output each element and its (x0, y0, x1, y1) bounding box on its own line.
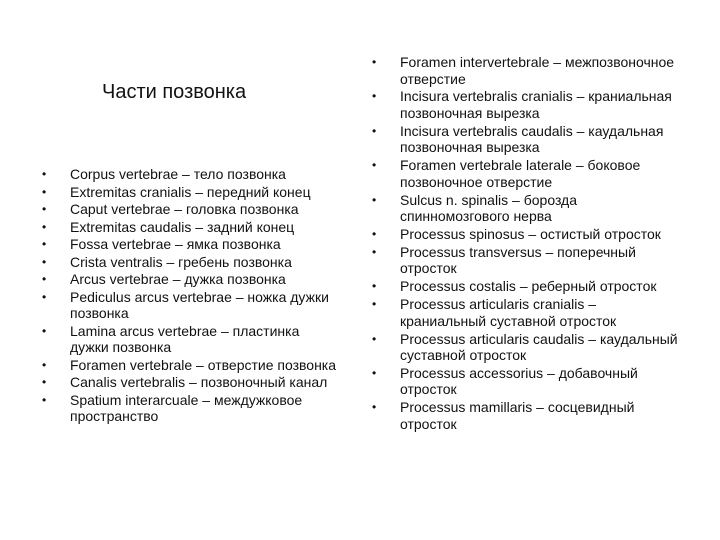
list-item (370, 226, 680, 243)
list-item (370, 365, 680, 398)
list-item (370, 157, 680, 190)
list-item-text: Sulcus n. spinalis – борозда спинномозгового нерва (400, 191, 578, 225)
list-item-text: Canalis vertebralis – позвоночный канал (70, 374, 328, 390)
list-item (40, 289, 340, 322)
list-item (40, 323, 340, 356)
bullet-icon: • (372, 279, 377, 294)
bullet-icon: • (42, 219, 47, 234)
list-item (370, 296, 680, 329)
bullet-icon: • (372, 297, 377, 312)
list-item (370, 331, 680, 364)
list-item (370, 123, 680, 156)
list-item-text: Caput vertebrae – головка позвонка (70, 201, 299, 217)
list-item-text: Foramen vertebrale laterale – боковое позвоночное отверстие (400, 157, 641, 190)
list-item-text: Incisura vertebralis cranialis – краниальная позвоночная вырезка (400, 88, 672, 121)
bullet-icon: • (372, 226, 377, 241)
bullet-icon: • (42, 272, 47, 286)
bullet-icon: • (372, 331, 377, 346)
list-item (40, 184, 340, 201)
list-item-text: Fossa vertebrae – ямка позвонка (70, 236, 281, 252)
list-item-text: Extremitas caudalis – задний конец (70, 218, 295, 235)
list-item (40, 236, 340, 253)
list-item (40, 392, 340, 425)
list-item-text: Crista ventralis – гребень позвонка (70, 253, 292, 270)
list-item-text: Lamina arcus vertebrae – пластинка дужки позвонка (70, 322, 300, 355)
list-item (40, 166, 340, 183)
list-item (40, 357, 340, 374)
bullet-icon: • (42, 289, 47, 304)
list-item-text: Processus costalis – реберный отросток (400, 278, 657, 295)
bullet-icon: • (42, 184, 47, 199)
bullet-icon: • (372, 365, 377, 380)
list-item-text: Incisura vertebralis caudalis – каудальная позвоночная вырезка (400, 122, 664, 156)
bullet-icon: • (372, 192, 377, 207)
right-term-list (370, 54, 680, 434)
list-item-text: Processus articularis caudalis – каудальный суставной отросток (400, 330, 678, 364)
bullet-icon: • (372, 55, 377, 69)
list-item-text: Extremitas cranialis – передний конец (70, 183, 311, 200)
list-item (370, 88, 680, 121)
list-item (40, 254, 340, 271)
left-term-list (40, 166, 340, 426)
page-title: Части позвонка (102, 81, 247, 103)
list-item (40, 374, 340, 391)
list-item (40, 201, 340, 218)
list-item-text: Processus mamillaris – сосцевидный отросток (400, 399, 635, 432)
bullet-icon: • (42, 357, 47, 372)
bullet-icon: • (42, 167, 47, 181)
list-item (370, 192, 680, 225)
list-item-text: Processus transversus – поперечный отросток (400, 243, 636, 277)
list-item-text: Foramen intervertebrale – межпозвоночное отверстие (400, 54, 675, 87)
bullet-icon: • (42, 392, 47, 407)
list-item-text: Processus articularis cranialis – краниальный суставной отросток (400, 296, 617, 329)
bullet-icon: • (372, 400, 377, 415)
list-item (40, 271, 340, 288)
bullet-icon: • (42, 375, 47, 389)
list-item (370, 244, 680, 277)
list-item (40, 219, 340, 236)
list-item-text: Arcus vertebrae – дужка позвонка (70, 271, 286, 287)
bullet-icon: • (42, 237, 47, 251)
list-item (370, 278, 680, 295)
list-item-text: Spatium interarcuale – междужковое пространство (70, 391, 303, 424)
bullet-icon: • (42, 254, 47, 269)
list-item-text: Processus accessorius – добавочный отросток (400, 364, 638, 398)
list-item (370, 54, 680, 87)
list-item (370, 399, 680, 432)
list-item-text: Processus spinosus – остистый отросток (400, 225, 661, 242)
bullet-icon: • (372, 244, 377, 259)
bullet-icon: • (372, 158, 377, 173)
list-item-text: Foramen vertebrale – отверстие позвонка (70, 356, 337, 373)
list-item-text: Pediculus arcus vertebrae – ножка дужки позвонка (70, 288, 329, 321)
bullet-icon: • (42, 323, 47, 338)
bullet-icon: • (42, 202, 47, 216)
bullet-icon: • (372, 123, 377, 138)
bullet-icon: • (372, 89, 377, 104)
list-item-text: Corpus vertebrae – тело позвонка (70, 166, 286, 182)
